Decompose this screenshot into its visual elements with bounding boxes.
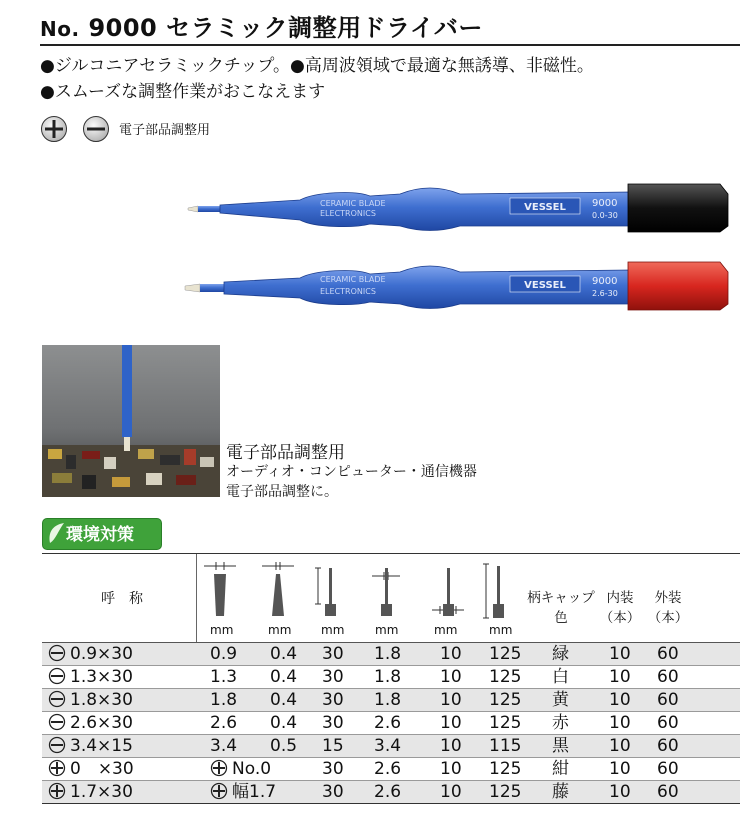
cell-blade-length: [322, 644, 344, 664]
cell-outer-pack: [657, 736, 679, 756]
cell-handle-length: [440, 667, 462, 687]
cell-outer-pack-text: 60: [657, 644, 679, 664]
cell-size-text: 2.6×30: [70, 713, 133, 733]
screwdriver-phillips: [188, 184, 728, 232]
cell-thickness-text: 0.4: [270, 667, 298, 687]
product-2-size: 2.6-30: [592, 289, 618, 298]
cell-handle-length: [440, 690, 462, 710]
cell-inner-pack-text: 10: [609, 759, 631, 779]
title-model: 9000: [88, 14, 158, 42]
cell-total-length: [489, 667, 521, 687]
phillips-tip-icon: [41, 116, 67, 142]
shaft-diameter-diagram-icon: [368, 560, 404, 622]
cell-shaft-diameter: [374, 644, 401, 664]
cell-thickness-text: 0.4: [270, 644, 298, 664]
cell-handle-length-text: 10: [440, 667, 462, 687]
leaf-icon: [46, 521, 68, 545]
cell-cap-color-text: 黄: [552, 690, 569, 710]
cell-total-length: [489, 690, 521, 710]
cell-shaft-diameter-text: 1.8: [374, 644, 402, 664]
unit-thickness: mm: [268, 623, 292, 637]
cell-shaft-diameter: [374, 782, 401, 802]
cell-cap-color-text: 緑: [552, 644, 569, 664]
cell-shaft-diameter-text: 1.8: [374, 690, 402, 710]
cell-outer-pack: [657, 667, 679, 687]
cell-width: [210, 759, 271, 779]
screwdriver-slotted: [185, 262, 728, 310]
slotted-tip-icon: [48, 690, 70, 710]
cell-width-text: 1.3: [210, 667, 238, 687]
product-1-shaft-text-2: ELECTRONICS: [320, 209, 376, 218]
cell-inner-pack-text: 10: [609, 644, 631, 664]
cell-size-text: 1.7×30: [70, 782, 133, 802]
page-title: [40, 8, 483, 43]
cell-size-text: 1.8×30: [70, 690, 133, 710]
cell-handle-length-text: 10: [440, 759, 462, 779]
usage-title: 電子部品調整用: [226, 443, 345, 463]
phillips-tip-icon: [48, 759, 70, 779]
cell-total-length: [489, 713, 521, 733]
unit-width: mm: [210, 623, 234, 637]
cell-inner-pack: [609, 759, 631, 779]
feature-line-2: ●スムーズな調整作業がおこなえます: [40, 82, 326, 102]
cell-width: [210, 644, 237, 664]
cell-shaft-diameter: [374, 759, 401, 779]
cell-handle-length: [440, 782, 462, 802]
cell-inner-pack: [609, 782, 631, 802]
cell-outer-pack-text: 60: [657, 736, 679, 756]
cell-outer-pack: [657, 759, 679, 779]
cell-inner-pack-text: 10: [609, 736, 631, 756]
cell-blade-length: [322, 690, 344, 710]
cell-size: [48, 690, 133, 710]
phillips-tip-icon: [210, 759, 232, 779]
eco-badge-label: 環境対策: [66, 525, 134, 545]
cell-total-length: [489, 759, 521, 779]
cell-inner-pack-text: 10: [609, 782, 631, 802]
cell-width-text: 3.4: [210, 736, 238, 756]
cell-handle-length-text: 10: [440, 782, 462, 802]
cell-cap-color: [552, 736, 569, 756]
cell-inner-pack: [609, 690, 631, 710]
table-header: [42, 553, 740, 643]
cell-cap-color: [552, 782, 569, 802]
cell-handle-length: [440, 759, 462, 779]
blade-length-diagram-icon: [312, 560, 348, 622]
cell-cap-color: [552, 644, 569, 664]
header-inner-pack: 内装 （本）: [599, 590, 641, 626]
cell-cap-color: [552, 667, 569, 687]
cell-thickness: [270, 644, 297, 664]
cell-inner-pack: [609, 644, 631, 664]
cell-blade-length-text: 30: [322, 782, 344, 802]
cell-thickness: [270, 690, 297, 710]
cell-handle-length-text: 10: [440, 644, 462, 664]
cell-blade-length: [322, 667, 344, 687]
cell-width: [210, 667, 237, 687]
cell-outer-pack: [657, 644, 679, 664]
title-prefix: No.: [40, 17, 80, 41]
table-row: [42, 643, 740, 666]
cell-shaft-diameter: [374, 690, 401, 710]
cell-inner-pack: [609, 667, 631, 687]
cell-blade-length: [322, 736, 344, 756]
cell-handle-length-text: 10: [440, 736, 462, 756]
cell-blade-length: [322, 713, 344, 733]
cell-outer-pack: [657, 782, 679, 802]
table-row: [42, 666, 740, 689]
spec-table: [42, 553, 740, 804]
cell-shaft-diameter: [374, 736, 401, 756]
cell-inner-pack-text: 10: [609, 690, 631, 710]
blade-thickness-diagram-icon: [260, 560, 296, 622]
cell-blade-length: [322, 759, 344, 779]
title-name: セラミック調整用ドライバー: [166, 14, 483, 42]
slotted-tip-icon: [48, 667, 70, 687]
cell-total-length-text: 115: [489, 736, 522, 756]
unit-shaft-diameter: mm: [375, 623, 399, 637]
unit-handle-length: mm: [434, 623, 458, 637]
cell-width: [210, 690, 237, 710]
header-cap-color: 柄キャップ 色: [527, 590, 595, 626]
phillips-tip-icon: [48, 782, 70, 802]
tip-icons-label: 電子部品調整用: [119, 123, 211, 138]
cell-width-text: No.0: [232, 759, 272, 779]
cell-size-text: 1.3×30: [70, 667, 133, 687]
cell-inner-pack-text: 10: [609, 667, 631, 687]
cell-outer-pack-text: 60: [657, 713, 679, 733]
cell-handle-length: [440, 713, 462, 733]
cell-blade-length: [322, 782, 344, 802]
cell-width: [210, 713, 237, 733]
cell-size: [48, 782, 133, 802]
cell-total-length: [489, 644, 521, 664]
cell-thickness-text: 0.5: [270, 736, 298, 756]
cell-total-length-text: 125: [489, 782, 522, 802]
total-length-diagram-icon: [480, 560, 516, 622]
cell-width: [210, 736, 237, 756]
cell-shaft-diameter: [374, 667, 401, 687]
cell-total-length-text: 125: [489, 713, 522, 733]
cell-shaft-diameter-text: 1.8: [374, 667, 402, 687]
cell-outer-pack-text: 60: [657, 667, 679, 687]
cell-thickness: [270, 736, 297, 756]
cell-outer-pack: [657, 713, 679, 733]
title-divider: [40, 44, 740, 46]
cell-outer-pack-text: 60: [657, 759, 679, 779]
cell-blade-length-text: 15: [322, 736, 344, 756]
cell-cap-color-text: 藤: [552, 782, 569, 802]
usage-photo: [42, 345, 220, 497]
cell-size-text: 0.9×30: [70, 644, 133, 664]
table-row: [42, 735, 740, 758]
cell-size: [48, 713, 133, 733]
product-illustration: [180, 170, 730, 320]
cell-size: [48, 644, 133, 664]
cell-width-text: 2.6: [210, 713, 238, 733]
cell-width-text: 1.8: [210, 690, 238, 710]
cell-blade-length-text: 30: [322, 644, 344, 664]
table-row: [42, 781, 740, 804]
cell-cap-color: [552, 713, 569, 733]
product-1-model: 9000: [592, 198, 618, 209]
cell-shaft-diameter-text: 2.6: [374, 759, 402, 779]
cell-cap-color-text: 白: [552, 667, 569, 687]
cell-total-length-text: 125: [489, 759, 522, 779]
cell-inner-pack-text: 10: [609, 713, 631, 733]
cell-thickness: [270, 713, 297, 733]
cell-inner-pack: [609, 736, 631, 756]
usage-line-2: 電子部品調整に。: [226, 484, 338, 500]
cell-inner-pack: [609, 713, 631, 733]
slotted-tip-icon: [48, 644, 70, 664]
cell-size: [48, 667, 133, 687]
cell-handle-length: [440, 644, 462, 664]
cell-shaft-diameter-text: 2.6: [374, 713, 402, 733]
table-row: [42, 689, 740, 712]
cell-total-length-text: 125: [489, 667, 522, 687]
cell-size-text: 3.4×15: [70, 736, 133, 756]
product-1-brand: VESSEL: [524, 202, 566, 213]
cell-thickness-text: 0.4: [270, 713, 298, 733]
table-row: [42, 758, 740, 781]
cell-handle-length-text: 10: [440, 690, 462, 710]
cell-outer-pack-text: 60: [657, 690, 679, 710]
cell-thickness: [270, 667, 297, 687]
header-outer-pack: 外装 （本）: [647, 590, 689, 626]
cell-shaft-diameter: [374, 713, 401, 733]
cell-thickness-text: 0.4: [270, 690, 298, 710]
cell-size-text: 0 ×30: [70, 759, 134, 779]
cell-cap-color-text: 赤: [552, 713, 569, 733]
cell-blade-length-text: 30: [322, 759, 344, 779]
product-1-shaft-text-1: CERAMIC BLADE: [320, 199, 386, 208]
cell-outer-pack-text: 60: [657, 782, 679, 802]
blade-width-diagram-icon: [202, 560, 238, 622]
phillips-tip-icon: [210, 782, 232, 802]
cell-size: [48, 759, 134, 779]
header-name: 呼 称: [101, 591, 143, 607]
slotted-tip-icon: [48, 736, 70, 756]
cell-size: [48, 736, 133, 756]
cell-shaft-diameter-text: 2.6: [374, 782, 402, 802]
cell-handle-length: [440, 736, 462, 756]
product-2-brand: VESSEL: [524, 280, 566, 291]
cell-width-text: 0.9: [210, 644, 238, 664]
cell-width-text: 幅1.7: [232, 782, 277, 802]
cell-blade-length-text: 30: [322, 690, 344, 710]
cell-handle-length-text: 10: [440, 713, 462, 733]
unit-blade-length: mm: [321, 623, 345, 637]
cell-cap-color: [552, 690, 569, 710]
feature-line-1: ●ジルコニアセラミックチップ。●高周波領域で最適な無誘導、非磁性。: [40, 56, 594, 76]
table-row: [42, 712, 740, 735]
cell-total-length: [489, 782, 521, 802]
cell-blade-length-text: 30: [322, 667, 344, 687]
cell-blade-length-text: 30: [322, 713, 344, 733]
product-2-shaft-text-2: ELECTRONICS: [320, 287, 376, 296]
unit-total-length: mm: [489, 623, 513, 637]
product-1-size: 0.0-30: [592, 211, 618, 220]
slotted-tip-icon: [48, 713, 70, 733]
product-2-shaft-text-1: CERAMIC BLADE: [320, 275, 386, 284]
cell-cap-color-text: 黒: [552, 736, 569, 756]
table-body: [42, 643, 740, 804]
cell-cap-color: [552, 759, 569, 779]
cell-shaft-diameter-text: 3.4: [374, 736, 402, 756]
cell-total-length-text: 125: [489, 644, 522, 664]
product-2-model: 9000: [592, 276, 618, 287]
cell-cap-color-text: 紺: [552, 759, 569, 779]
cell-total-length-text: 125: [489, 690, 522, 710]
slotted-tip-icon: [83, 116, 109, 142]
cell-outer-pack: [657, 690, 679, 710]
cell-width: [210, 782, 276, 802]
handle-length-diagram-icon: [430, 560, 466, 622]
usage-line-1: オーディオ・コンピューター・通信機器: [226, 464, 477, 480]
cell-total-length: [489, 736, 521, 756]
